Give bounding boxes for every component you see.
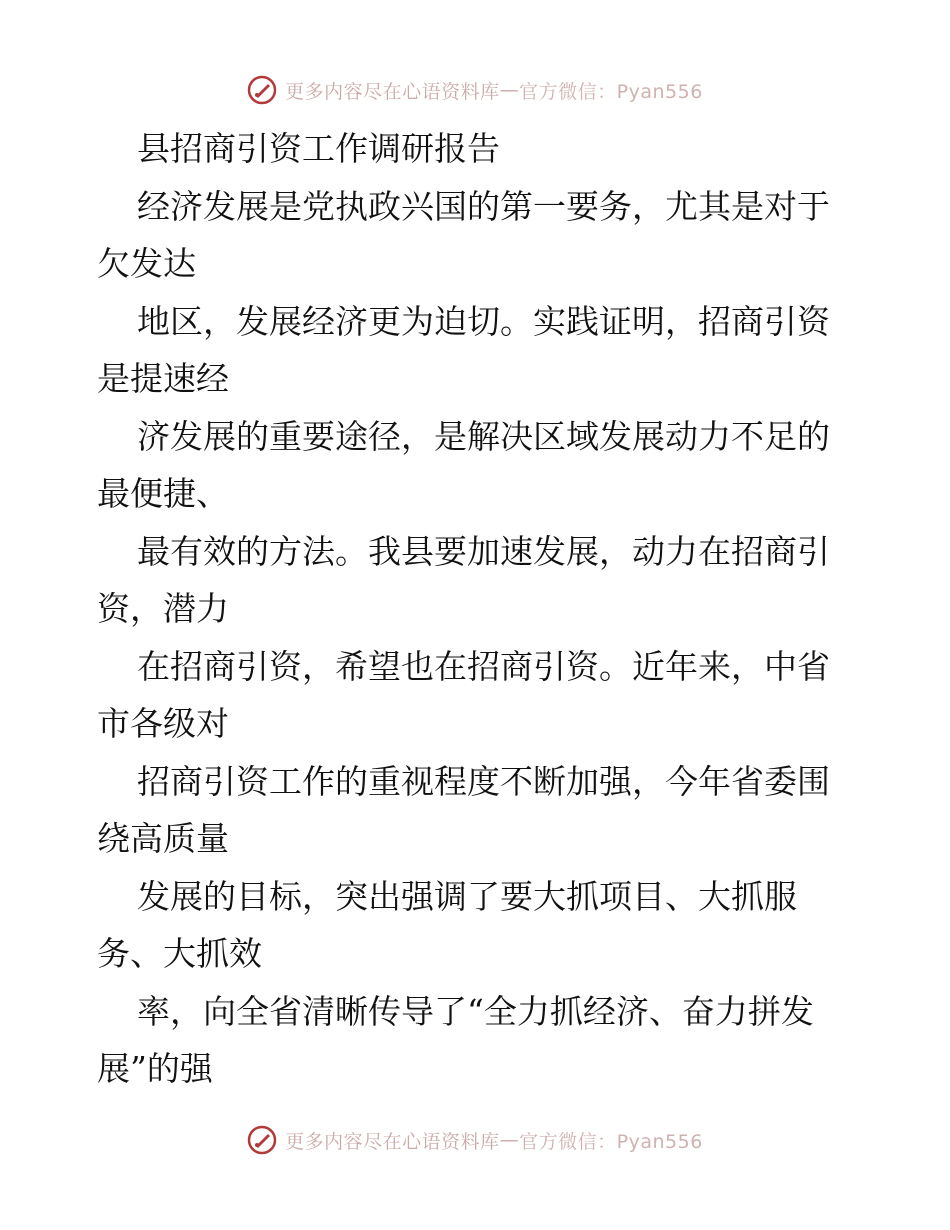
text-line: 率，向全省清晰传导了“全力抓经济、奋力拼发 [137,991,814,1031]
banner-text: 更多内容尽在心语资料库 [285,80,500,103]
banner-wechat: 官方微信：Pyan556 [519,1130,703,1153]
text-line: 最便捷、 [97,474,229,513]
text-line: 济发展的重要途径，是解决区域发展动力不足的 [137,416,830,456]
text-line: 展”的强 [97,1049,213,1088]
text-line: 资，潜力 [97,589,229,628]
text-line: 招商引资工作的重视程度不断加强，今年省委围 [137,761,830,801]
footer-watermark-banner [0,1120,950,1160]
document-body [97,120,857,1098]
text-line: 发展的目标，突出强调了要大抓项目、大抓服 [137,876,797,916]
quill-logo-icon [247,75,277,105]
document-title: 县招商引资工作调研报告 [137,129,500,168]
text-line: 最有效的方法。我县要加速发展，动力在招商引 [137,531,830,571]
text-line: 地区，发展经济更为迫切。实践证明，招商引资 [137,301,830,341]
text-line: 欠发达 [97,244,196,283]
text-line: 在招商引资，希望也在招商引资。近年来，中省 [137,646,830,686]
text-line: 是提速经 [97,359,229,398]
banner-text: 更多内容尽在心语资料库 [285,1130,500,1153]
quill-logo-icon [247,1125,277,1155]
banner-wechat: 官方微信：Pyan556 [519,80,703,103]
text-line: 市各级对 [97,704,229,743]
banner-separator: — [499,1129,520,1151]
text-line: 绕高质量 [97,819,229,858]
header-watermark-banner [0,70,950,110]
text-line: 经济发展是党执政兴国的第一要务，尤其是对于 [137,186,830,226]
banner-separator: — [499,79,520,101]
text-line: 务、大抓效 [97,934,262,973]
